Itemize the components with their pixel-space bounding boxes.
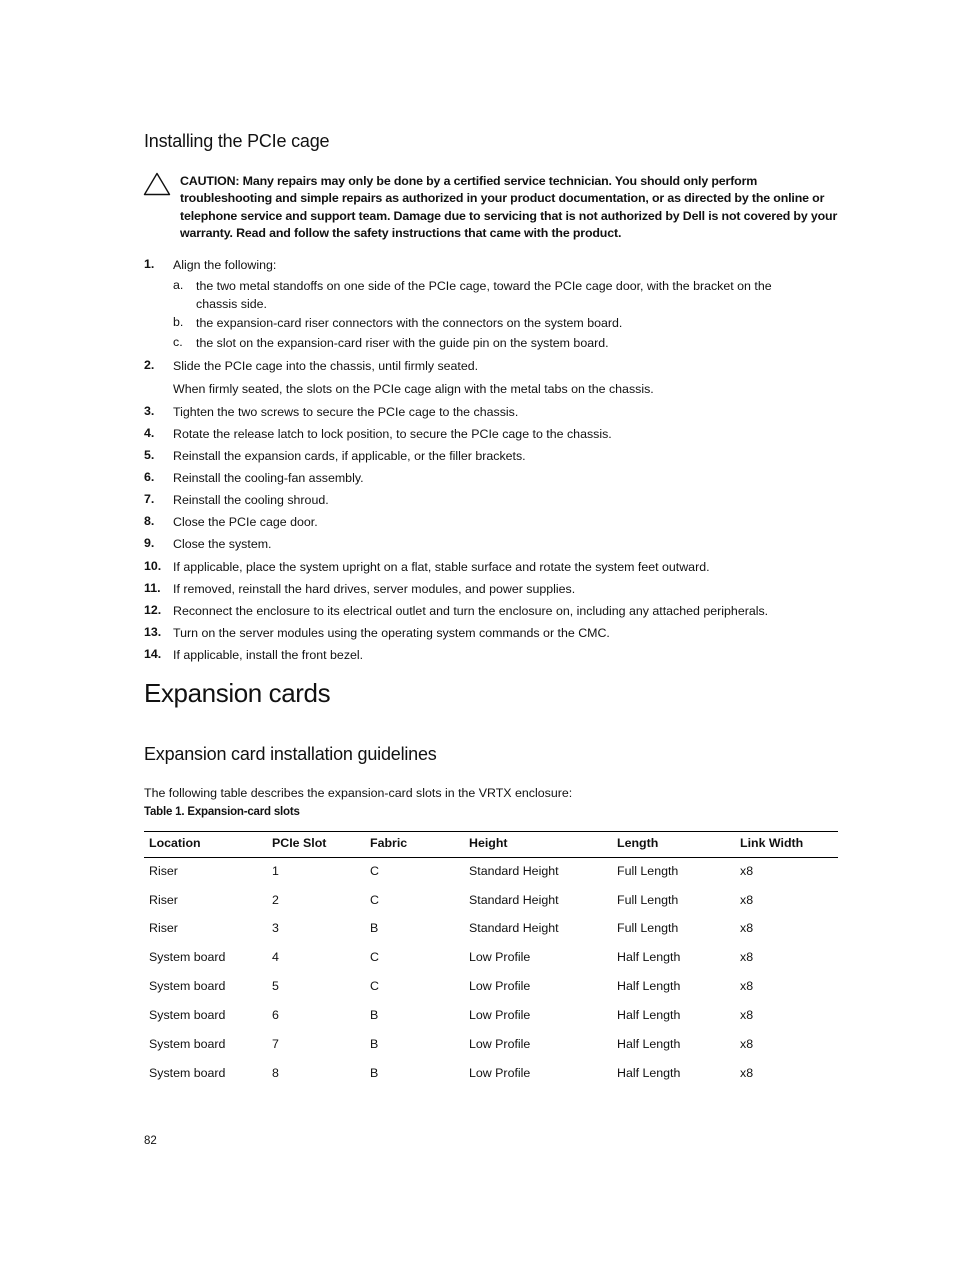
- step-text: If applicable, place the system upright on a flat, stable surface and rotate the system feet outward.: [173, 560, 710, 574]
- table-cell: System board: [149, 1008, 226, 1022]
- substep-text: the two metal standoffs on one side of the PCIe cage, toward the PCIe cage door, with the bracket on the chassis side.: [196, 279, 772, 311]
- table-cell: x8: [740, 1037, 754, 1051]
- step-number: 10.: [144, 559, 162, 573]
- step-text: Reinstall the cooling shroud.: [173, 493, 329, 507]
- table-cell: Low Profile: [469, 950, 531, 964]
- table-cell: 6: [272, 1008, 279, 1022]
- table-cell: System board: [149, 1037, 226, 1051]
- table-cell: Riser: [149, 893, 178, 907]
- table-cell: Riser: [149, 921, 178, 935]
- step-number: 5.: [144, 448, 155, 462]
- table-cell: B: [370, 1037, 379, 1051]
- table-cell: Half Length: [617, 1066, 681, 1080]
- step-number: 1.: [144, 257, 155, 271]
- table-header-height: Height: [469, 836, 508, 850]
- table-cell: x8: [740, 979, 754, 993]
- table-cell: Riser: [149, 864, 178, 878]
- table-cell: Standard Height: [469, 921, 559, 935]
- step-text: Turn on the server modules using the operating system commands or the CMC.: [173, 626, 610, 640]
- table-header-rule: [144, 857, 838, 858]
- table-cell: Full Length: [617, 864, 679, 878]
- intro-paragraph: The following table describes the expansion-card slots in the VRTX enclosure:: [144, 786, 573, 800]
- step-text: Reinstall the expansion cards, if applicable, or the filler brackets.: [173, 449, 526, 463]
- table-cell: x8: [740, 864, 754, 878]
- step-number: 12.: [144, 603, 162, 617]
- table-cell: C: [370, 979, 379, 993]
- step-text: Rotate the release latch to lock position, to secure the PCIe cage to the chassis.: [173, 427, 612, 441]
- table-header-pcie-slot: PCIe Slot: [272, 836, 327, 850]
- table-cell: x8: [740, 921, 754, 935]
- step-text: Close the PCIe cage door.: [173, 515, 318, 529]
- step-text: If applicable, install the front bezel.: [173, 648, 364, 662]
- table-cell: Half Length: [617, 979, 681, 993]
- table-cell: 5: [272, 979, 279, 993]
- substep-text: the slot on the expansion-card riser with the guide pin on the system board.: [196, 336, 609, 350]
- table-cell: Low Profile: [469, 1066, 531, 1080]
- step-note: When firmly seated, the slots on the PCIe cage align with the metal tabs on the chassis.: [173, 382, 654, 396]
- table-cell: B: [370, 1066, 379, 1080]
- step-number: 7.: [144, 492, 155, 506]
- table-cell: B: [370, 1008, 379, 1022]
- step-number: 11.: [144, 581, 161, 595]
- table-cell: 7: [272, 1037, 279, 1051]
- table-cell: C: [370, 950, 379, 964]
- table-cell: System board: [149, 950, 226, 964]
- step-text: Reconnect the enclosure to its electrical outlet and turn the enclosure on, including any attached peripherals.: [173, 604, 769, 618]
- caution-notice: CAUTION: Many repairs may only be done by a certified service technician. You should only perform troubleshooting and simple repairs as authorized in your product documentation, or as directed by the online or telephone service and support team. Damage due to servicing that is not authorized by Dell is not covered by your warranty. Read and follow the safety instructions that came with the product.: [180, 174, 838, 240]
- substep-text: the expansion-card riser connectors with the connectors on the system board.: [196, 316, 623, 330]
- table-cell: Standard Height: [469, 864, 559, 878]
- step-number: 3.: [144, 404, 155, 418]
- table-cell: 2: [272, 893, 279, 907]
- step-text: Close the system.: [173, 537, 272, 551]
- step-number: 8.: [144, 514, 155, 528]
- table-header-location: Location: [149, 836, 201, 850]
- table-cell: Full Length: [617, 893, 679, 907]
- table-cell: x8: [740, 893, 754, 907]
- table-cell: C: [370, 864, 379, 878]
- table-cell: Full Length: [617, 921, 679, 935]
- substep-letter: a.: [173, 278, 184, 292]
- table-header-fabric: Fabric: [370, 836, 408, 850]
- step-text: Reinstall the cooling-fan assembly.: [173, 471, 364, 485]
- step-text: Tighten the two screws to secure the PCIe cage to the chassis.: [173, 405, 519, 419]
- table-top-rule: [144, 831, 838, 832]
- subsection-heading: Expansion card installation guidelines: [144, 744, 437, 764]
- substep-letter: c.: [173, 335, 183, 349]
- page-number: 82: [144, 1135, 157, 1147]
- step-number: 4.: [144, 426, 155, 440]
- step-number: 14.: [144, 647, 162, 661]
- step-number: 13.: [144, 625, 162, 639]
- table-cell: x8: [740, 1066, 754, 1080]
- table-cell: Low Profile: [469, 1037, 531, 1051]
- table-header-length: Length: [617, 836, 659, 850]
- table-cell: x8: [740, 1008, 754, 1022]
- table-cell: Half Length: [617, 1037, 681, 1051]
- step-text: If removed, reinstall the hard drives, server modules, and power supplies.: [173, 582, 576, 596]
- step-number: 2.: [144, 358, 155, 372]
- table-cell: C: [370, 893, 379, 907]
- substep-letter: b.: [173, 315, 184, 329]
- table-cell: System board: [149, 1066, 226, 1080]
- step-number: 6.: [144, 470, 155, 484]
- table-cell: 3: [272, 921, 279, 935]
- table-cell: Half Length: [617, 950, 681, 964]
- step-text: Align the following:: [173, 258, 277, 272]
- step-number: 9.: [144, 536, 155, 550]
- table-cell: Standard Height: [469, 893, 559, 907]
- table-cell: Low Profile: [469, 979, 531, 993]
- chapter-heading: Expansion cards: [144, 678, 331, 708]
- table-caption: Table 1. Expansion-card slots: [144, 806, 300, 818]
- table-cell: 8: [272, 1066, 279, 1080]
- table-header-link-width: Link Width: [740, 836, 804, 850]
- table-cell: Low Profile: [469, 1008, 531, 1022]
- table-cell: 4: [272, 950, 279, 964]
- table-cell: x8: [740, 950, 754, 964]
- warning-triangle-icon: [143, 172, 171, 196]
- table-cell: B: [370, 921, 379, 935]
- table-cell: System board: [149, 979, 226, 993]
- section-heading: Installing the PCIe cage: [144, 131, 330, 151]
- table-cell: Half Length: [617, 1008, 681, 1022]
- step-text: Slide the PCIe cage into the chassis, until firmly seated.: [173, 359, 479, 373]
- table-cell: 1: [272, 864, 279, 878]
